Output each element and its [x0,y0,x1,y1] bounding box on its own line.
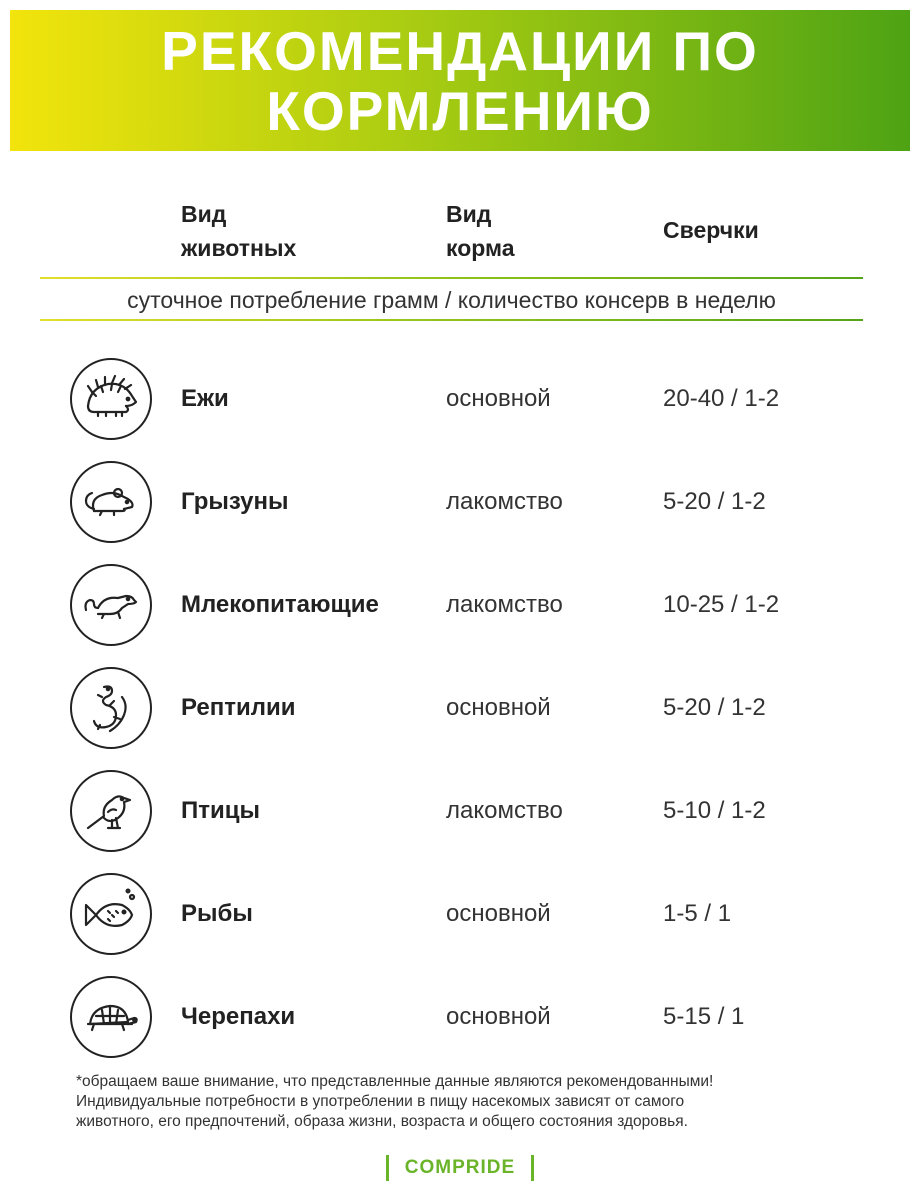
hedgehog-icon [70,358,152,440]
feed-type-value: лакомство [446,797,563,824]
fish-icon [70,873,152,955]
feed-type-value: основной [446,694,551,721]
animal-label: Рептилии [181,694,296,721]
header-feed-line-2: корма [446,235,515,261]
feed-type-value: лакомство [446,591,563,618]
bottom-divider [40,319,863,321]
turtle-icon [70,976,152,1058]
table-row [0,461,920,564]
table-subtitle: суточное потребление грамм / количество консерв в неделю [127,287,776,313]
header-feed-type [446,197,515,265]
amount-value: 5-20 / 1-2 [663,694,766,721]
amount-value: 10-25 / 1-2 [663,591,780,618]
amount-value: 5-10 / 1-2 [663,797,766,824]
note-line: животного, его предпочтений, образа жизни, возраста и общего состояния здоровья. [76,1113,688,1130]
table-row [0,976,920,1079]
lizard-icon [70,667,152,749]
header-product: Сверчки [663,217,759,243]
page-title-line-1: РЕКОМЕНДАЦИИ ПО [161,19,759,82]
amount-value: 1-5 / 1 [663,900,732,927]
amount-value: 5-15 / 1 [663,1003,745,1030]
note-line: *обращаем ваше внимание, что представленные данные являются рекомендованными! [76,1073,714,1090]
header-animal-line-1: Вид [181,201,227,227]
top-divider [40,277,863,279]
bird-icon [70,770,152,852]
page-title-line-2: КОРМЛЕНИЮ [266,79,654,142]
animal-label: Грызуны [181,488,289,515]
title-banner [10,10,910,151]
table-row [0,667,920,770]
amount-value: 5-20 / 1-2 [663,488,766,515]
animal-label: Рыбы [181,900,253,927]
feed-type-value: основной [446,385,551,412]
note-line: Индивидуальные потребности в употреблении в пищу насекомых зависят от самого [76,1093,685,1110]
rodent-icon [70,461,152,543]
feed-type-value: лакомство [446,488,563,515]
animal-label: Черепахи [181,1003,296,1030]
header-animal-line-2: животных [181,235,297,261]
table-row [0,770,920,873]
feed-type-value: основной [446,900,551,927]
header-feed-line-1: Вид [446,201,492,227]
brand-logo: COMPRIDE [386,1155,534,1181]
feed-type-value: основной [446,1003,551,1030]
disclaimer-note [76,1072,856,1132]
animal-label: Птицы [181,797,261,824]
animal-label: Млекопитающие [181,591,379,618]
table-row [0,358,920,461]
header-animal-type [181,197,296,265]
table-row [0,873,920,976]
animal-label: Ежи [181,385,229,412]
ferret-icon [70,564,152,646]
table-row [0,564,920,667]
amount-value: 20-40 / 1-2 [663,385,780,412]
